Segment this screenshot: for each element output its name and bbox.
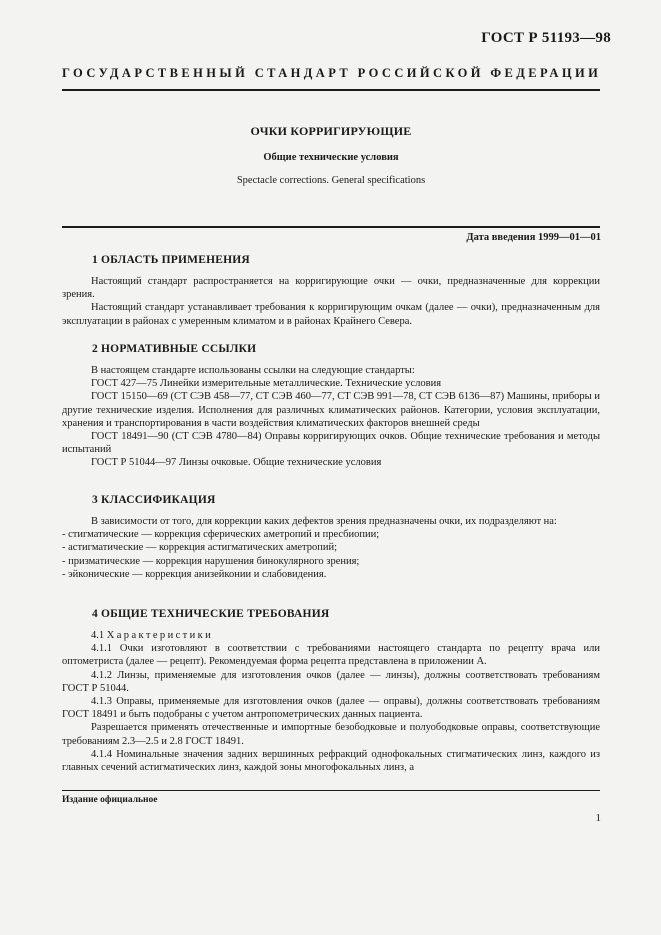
page-number: 1 xyxy=(595,812,601,824)
list-item: - эйконические — коррекция анизейконии и слабовидения. xyxy=(62,568,327,580)
section-heading: 3 КЛАССИФИКАЦИЯ xyxy=(92,494,216,506)
edition-note: Издание официальное xyxy=(62,795,158,805)
effective-date: Дата введения 1999—01—01 xyxy=(466,232,601,243)
paragraph: 4.1.1 Очки изготовляют в соответствии с требованиями настоящего стандарта по рецепту врача или оптометриста (далее — рецепт). Рекомендуемая форма рецепта представлена в приложении А. xyxy=(62,643,600,668)
state-standard-heading: ГОСУДАРСТВЕННЫЙ СТАНДАРТ РОССИЙСКОЙ ФЕДЕРАЦИИ xyxy=(62,66,602,80)
english-title: Spectacle corrections. General specifications xyxy=(236,175,426,186)
reference-item: ГОСТ 15150—69 (СТ СЭВ 458—77, СТ СЭВ 460—77, СТ СЭВ 991—78, СТ СЭВ 6136—87) Машины, приборы и другие технические изделия. Исполнения для различных климатических районов. Категории, условия эксплуатации, хранения и транспортирования в части воздействия климатических факторов внешней среды xyxy=(62,391,600,429)
paragraph: В зависимости от того, для коррекции каких дефектов зрения предназначены очки, их подразделяют на: xyxy=(91,516,557,527)
paragraph: Настоящий стандарт устанавливает требования к корригирующим очкам (далее — очки), предназначенным для эксплуатации в районах с умеренным климатом и в районах Крайнего Севера. xyxy=(62,302,600,327)
title-rule xyxy=(62,226,600,228)
section-heading: 4 ОБЩИЕ ТЕХНИЧЕСКИЕ ТРЕБОВАНИЯ xyxy=(92,608,330,620)
paragraph: 4.1.2 Линзы, применяемые для изготовления очков (далее — линзы), должны соответствовать требованиям ГОСТ Р 51044. xyxy=(62,669,600,694)
section-heading: 2 НОРМАТИВНЫЕ ССЫЛКИ xyxy=(92,343,257,355)
list-item: - призматические — коррекция нарушения бинокулярного зрения; xyxy=(62,555,360,567)
document-title: ОЧКИ КОРРИГИРУЮЩИЕ xyxy=(250,124,412,138)
reference-item: ГОСТ Р 51044—97 Линзы очковые. Общие технические условия xyxy=(91,457,382,469)
paragraph: Разрешается применять отечественные и импортные безободковые и полуободковые оправы, соответствующие требованиям 2.3—2.5 и 2.8 ГОСТ 18491. xyxy=(62,722,600,747)
header-rule xyxy=(62,89,600,91)
reference-item: ГОСТ 427—75 Линейки измерительные металлические. Технические условия xyxy=(91,378,442,390)
subsection-title: Характеристики xyxy=(106,630,214,641)
footer-rule xyxy=(62,790,600,791)
section-scope xyxy=(62,254,600,328)
section-heading: 1 ОБЛАСТЬ ПРИМЕНЕНИЯ xyxy=(92,254,250,266)
section-classification xyxy=(62,494,600,581)
subsection-number: 4.1 xyxy=(91,630,105,641)
paragraph: Настоящий стандарт распространяется на корригирующие очки — очки, предназначенные для коррекции зрения. xyxy=(62,276,600,301)
section-technical-requirements xyxy=(62,608,600,774)
list-item: - астигматические — коррекция астигматических аметропий; xyxy=(62,542,338,554)
paragraph: В настоящем стандарте использованы ссылки на следующие стандарты: xyxy=(91,365,415,376)
gost-number: ГОСТ Р 51193—98 xyxy=(481,30,611,46)
paragraph: 4.1.4 Номинальные значения задних вершинных рефракций однофокальных стигматических линз, каждого из главных сечений астигматических линз, каждой зоны многофокальных линз, а xyxy=(62,748,600,774)
subsection-heading xyxy=(62,629,600,642)
reference-item: ГОСТ 18491—90 (СТ СЭВ 4780—84) Оправы корригирующих очков. Общие технические требования и методы испытаний xyxy=(62,431,600,456)
document-subtitle: Общие технические условия xyxy=(263,152,399,163)
list-item: - стигматические — коррекция сферических аметропий и пресбиопии; xyxy=(62,529,380,541)
section-normative-references xyxy=(62,343,600,470)
paragraph: 4.1.3 Оправы, применяемые для изготовления очков (далее — оправы), должны соответствовать требованиям ГОСТ 18491 и быть подобраны с учетом антропометрических данных пациента. xyxy=(62,696,600,721)
